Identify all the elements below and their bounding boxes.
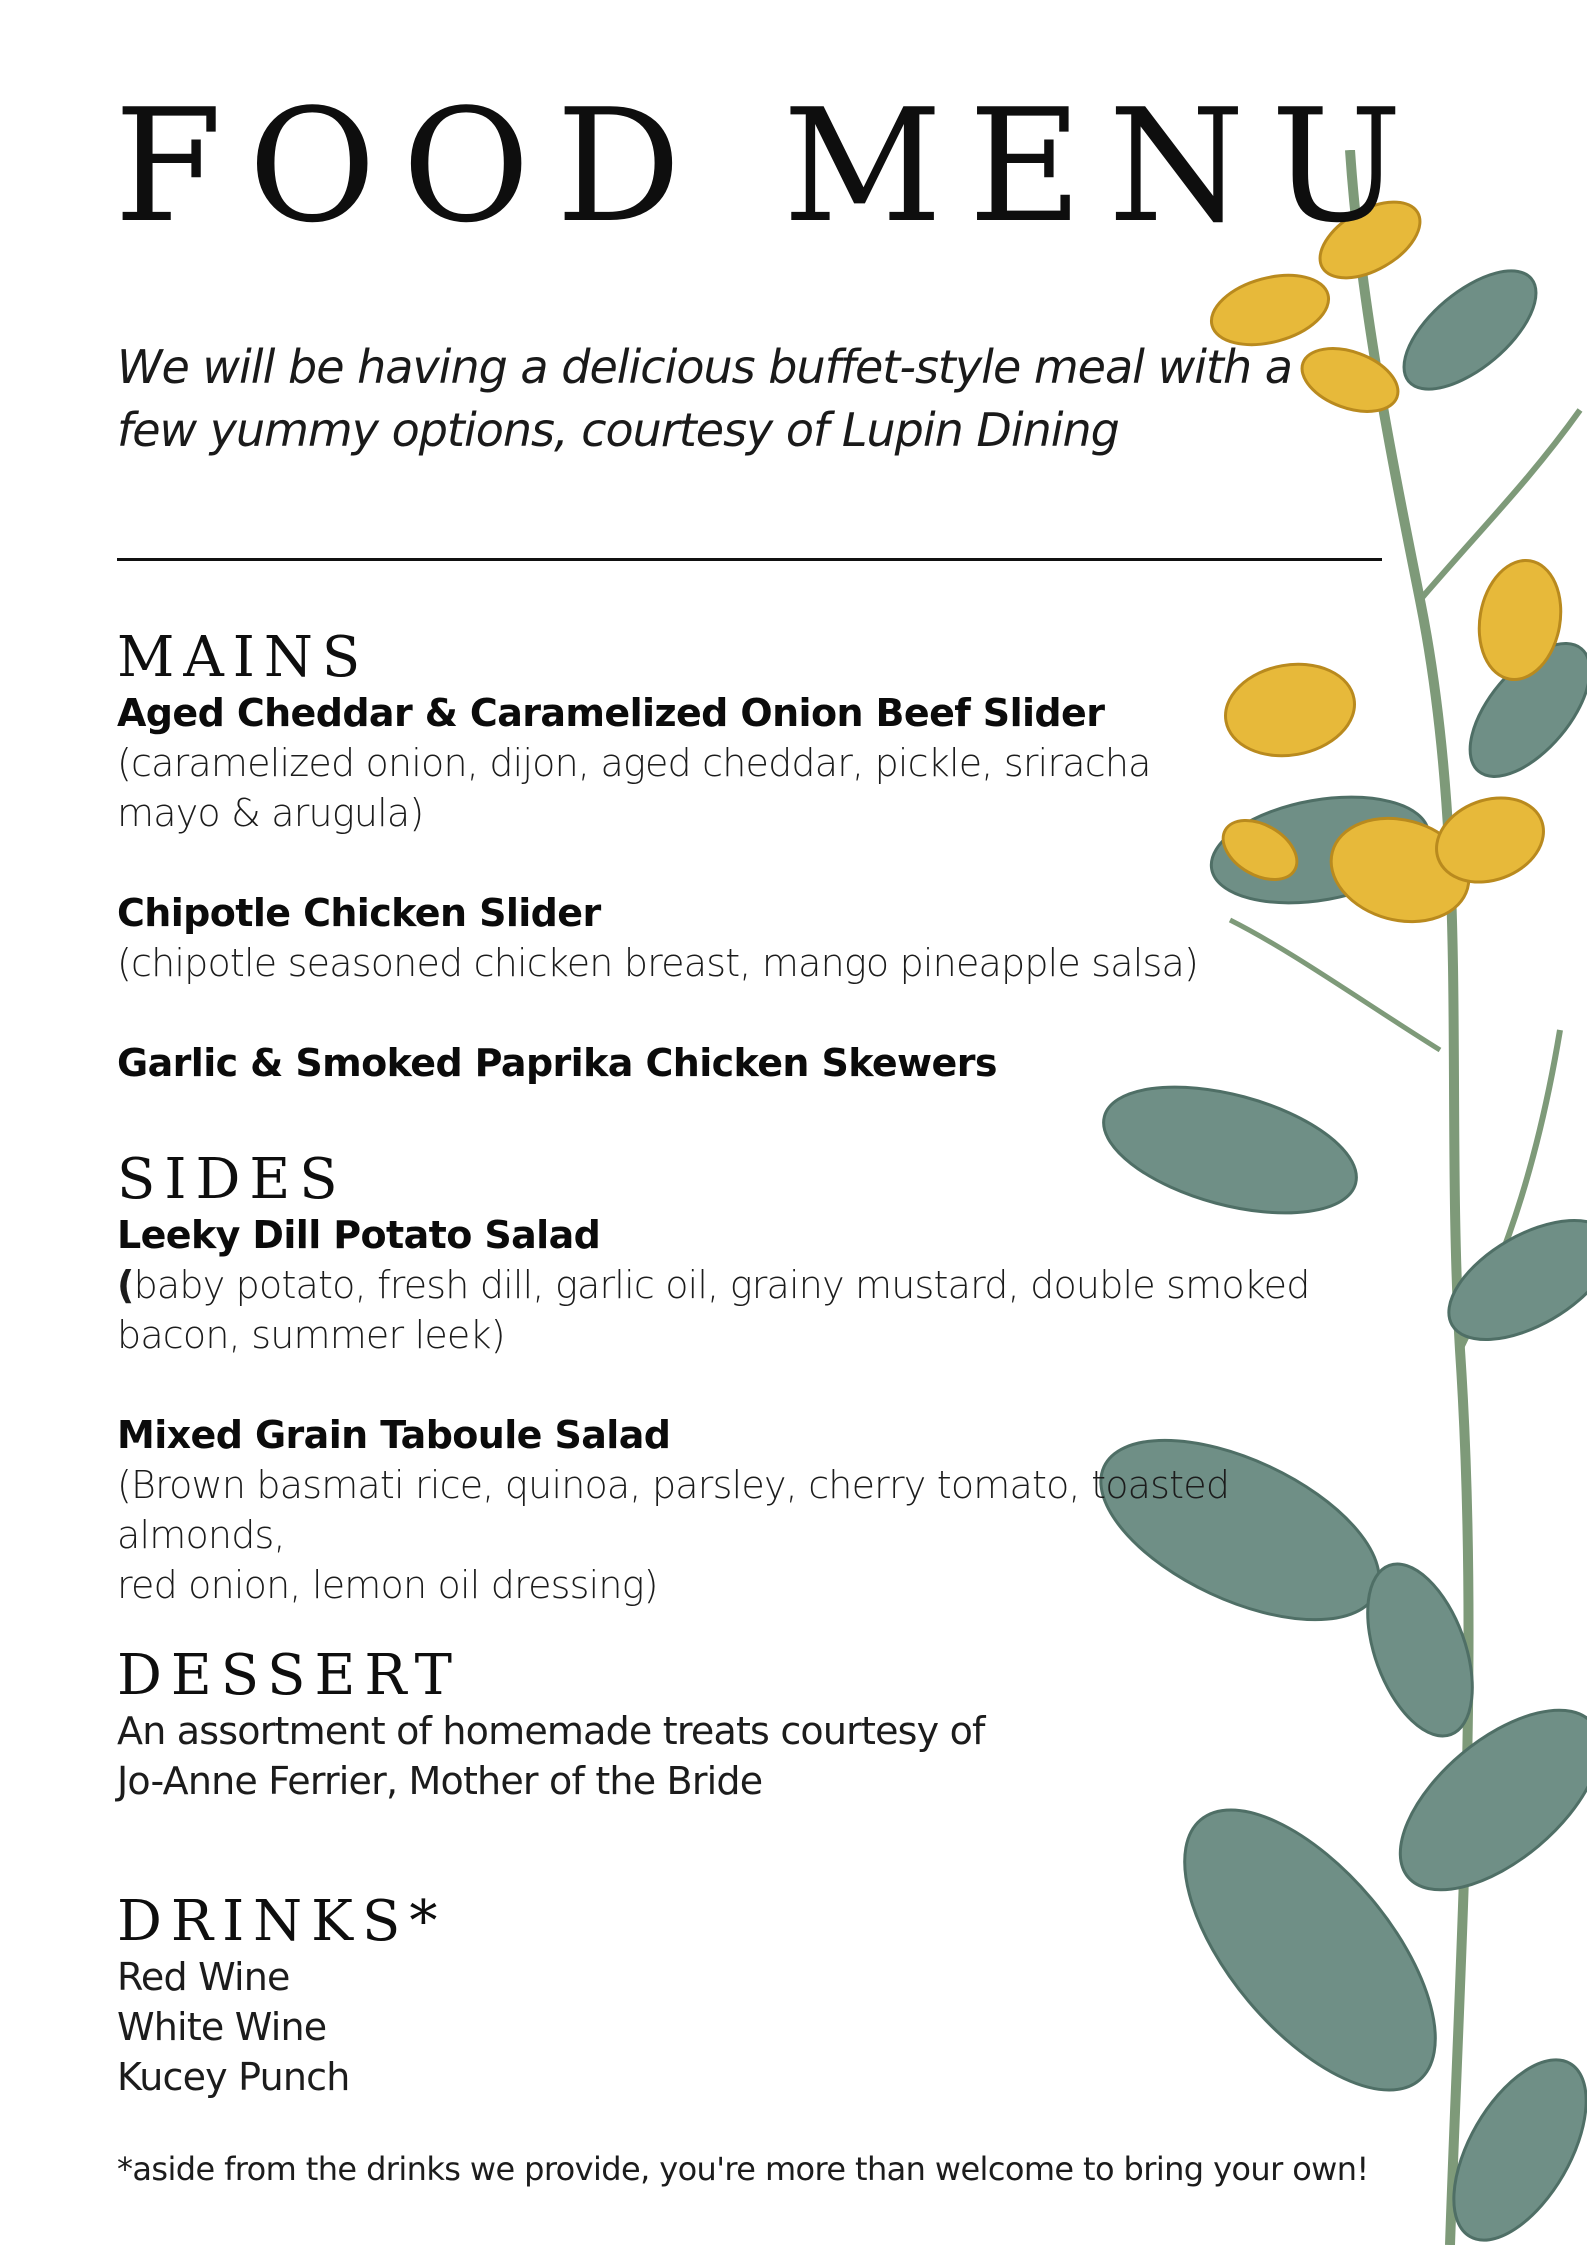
dessert-line: Jo-Anne Ferrier, Mother of the Bride <box>117 1759 763 1803</box>
item-description: red onion, lemon oil dressing) <box>117 1563 658 1607</box>
item-description: (Brown basmati rice, quinoa, parsley, cherry tomato, toasted almonds, <box>117 1463 1230 1557</box>
item-description-lead: ( <box>117 1263 134 1307</box>
item-description: (chipotle seasoned chicken breast, mango pineapple salsa) <box>117 941 1199 985</box>
drink-item: Red Wine <box>117 1955 290 1999</box>
item-name: Leeky Dill Potato Salad <box>117 1213 601 1257</box>
item-name: Aged Cheddar & Caramelized Onion Beef Slider <box>117 691 1105 735</box>
item-description: mayo & arugula) <box>117 791 424 835</box>
footnote: *aside from the drinks we provide, you're more than welcome to bring your own! <box>117 2150 1369 2188</box>
item-description <box>117 1260 1387 1310</box>
section-heading-mains: MAINS <box>117 625 370 690</box>
item-name: Mixed Grain Taboule Salad <box>117 1413 671 1457</box>
drink-item: White Wine <box>117 2005 327 2049</box>
item-description: (caramelized onion, dijon, aged cheddar, pickle, sriracha <box>117 741 1151 785</box>
botanical-illustration <box>1060 150 1587 2245</box>
drink-item: Kucey Punch <box>117 2055 350 2099</box>
section-heading-sides: SIDES <box>117 1147 347 1212</box>
page-title: FOOD MENU <box>114 75 1429 257</box>
section-heading-drinks: DRINKS* <box>117 1889 447 1954</box>
menu-item-chicken-skewers <box>117 1038 1387 1088</box>
item-description-text: baby potato, fresh dill, garlic oil, grainy mustard, double smoked <box>133 1263 1310 1307</box>
drinks-list <box>117 1952 1387 2102</box>
divider-rule <box>117 558 1382 561</box>
menu-item-chicken-slider <box>117 888 1387 988</box>
section-heading-dessert: DESSERT <box>117 1643 461 1708</box>
menu-item-taboule-salad <box>117 1410 1387 1610</box>
intro-text: We will be having a delicious buffet-style meal with a few yummy options, courtesy of Lupin Dining <box>117 340 1292 457</box>
dessert-line: An assortment of homemade treats courtesy of <box>117 1709 985 1753</box>
item-name: Garlic & Smoked Paprika Chicken Skewers <box>117 1041 997 1085</box>
item-description: bacon, summer leek) <box>117 1313 505 1357</box>
dessert-description <box>117 1706 1387 1806</box>
menu-item-beef-slider <box>117 688 1387 838</box>
item-name: Chipotle Chicken Slider <box>117 891 601 935</box>
menu-item-potato-salad <box>117 1210 1387 1360</box>
